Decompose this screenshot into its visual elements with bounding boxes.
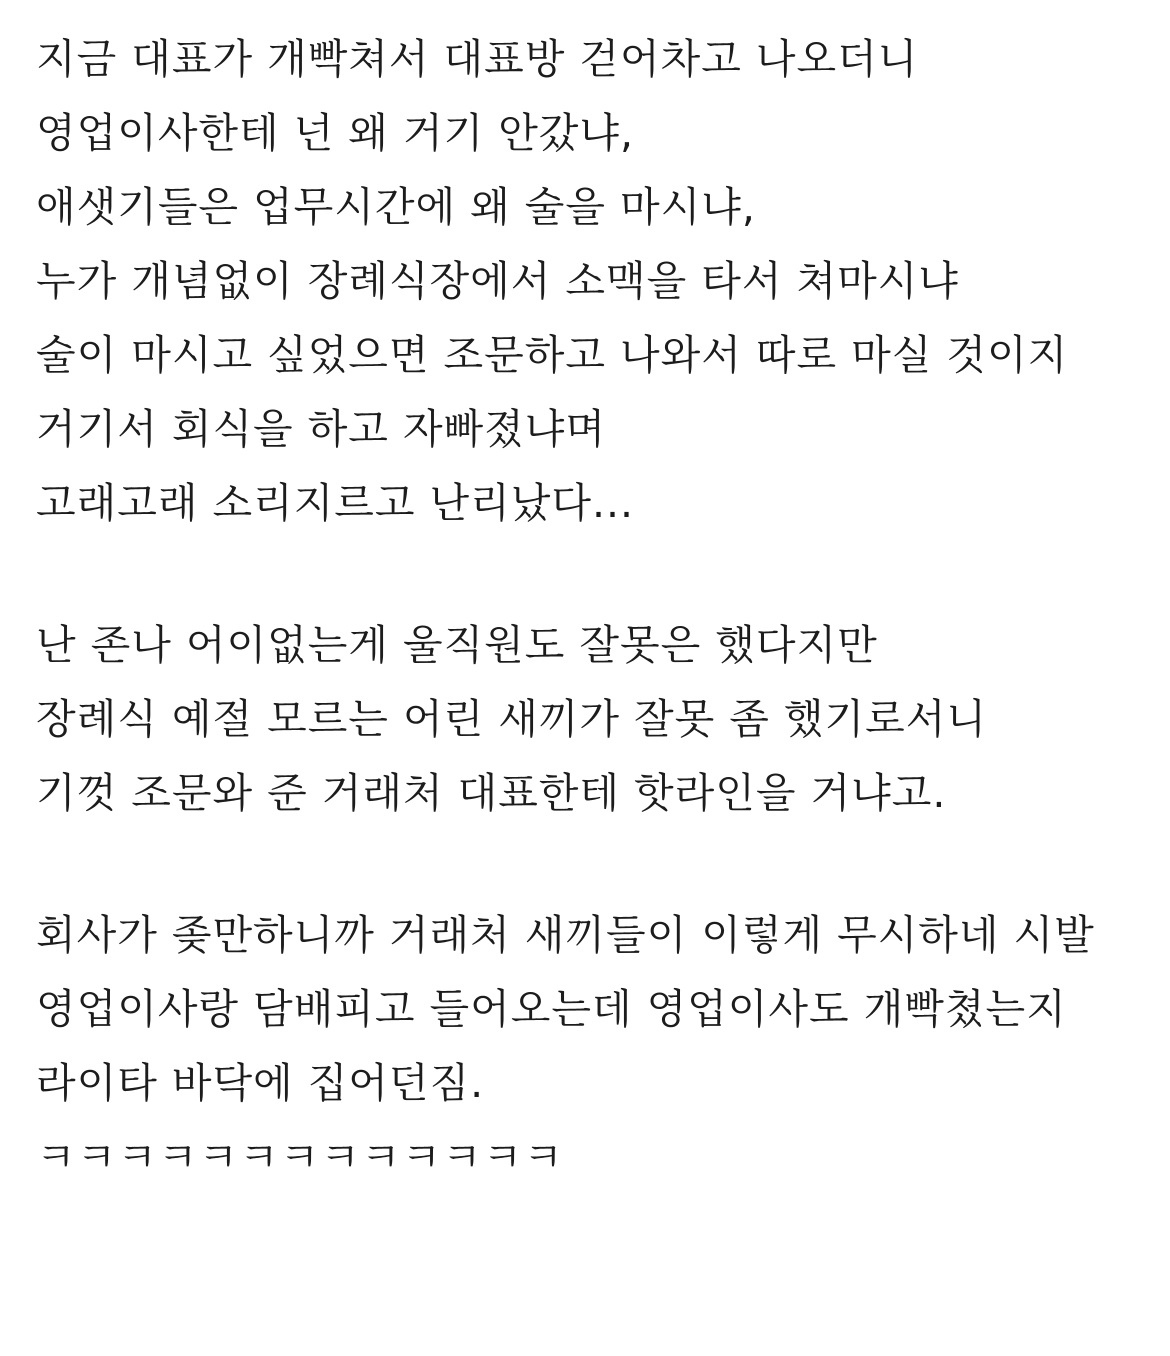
paragraph-1 bbox=[36, 22, 1146, 540]
paragraph-spacer bbox=[36, 540, 1146, 608]
post-body bbox=[36, 22, 1146, 1194]
text-line: 술이 마시고 싶었으면 조문하고 나와서 따로 마실 것이지 bbox=[36, 331, 1069, 379]
text-line: 난 존나 어이없는게 울직원도 잘못은 했다지만 bbox=[36, 621, 878, 669]
text-line: 회사가 좆만하니까 거래처 새끼들이 이렇게 무시하네 시발 bbox=[36, 911, 1095, 959]
text-line: 거기서 회식을 하고 자빠졌냐며 bbox=[36, 405, 606, 453]
text-line: 누가 개념없이 장례식장에서 소맥을 타서 쳐마시냐 bbox=[36, 257, 959, 305]
text-line: 영업이사한테 넌 왜 거기 안갔냐, bbox=[36, 109, 635, 157]
text-line: 라이타 바닥에 집어던짐. bbox=[36, 1059, 485, 1107]
text-line: 기껏 조문와 준 거래처 대표한테 핫라인을 거냐고. bbox=[36, 769, 947, 817]
text-line: ㅋㅋㅋㅋㅋㅋㅋㅋㅋㅋㅋㅋㅋ bbox=[36, 1133, 564, 1181]
text-line: 지금 대표가 개빡쳐서 대표방 걷어차고 나오더니 bbox=[36, 35, 919, 83]
paragraph-3 bbox=[36, 898, 1146, 1194]
text-line: 장례식 예절 모르는 어린 새끼가 잘못 좀 했기로서니 bbox=[36, 695, 987, 743]
paragraph-spacer bbox=[36, 830, 1146, 898]
text-line: 애샛기들은 업무시간에 왜 술을 마시냐, bbox=[36, 183, 756, 231]
text-line: 고래고래 소리지르고 난리났다... bbox=[36, 479, 635, 527]
paragraph-2 bbox=[36, 608, 1146, 830]
text-line: 영업이사랑 담배피고 들어오는데 영업이사도 개빡쳤는지 bbox=[36, 985, 1067, 1033]
